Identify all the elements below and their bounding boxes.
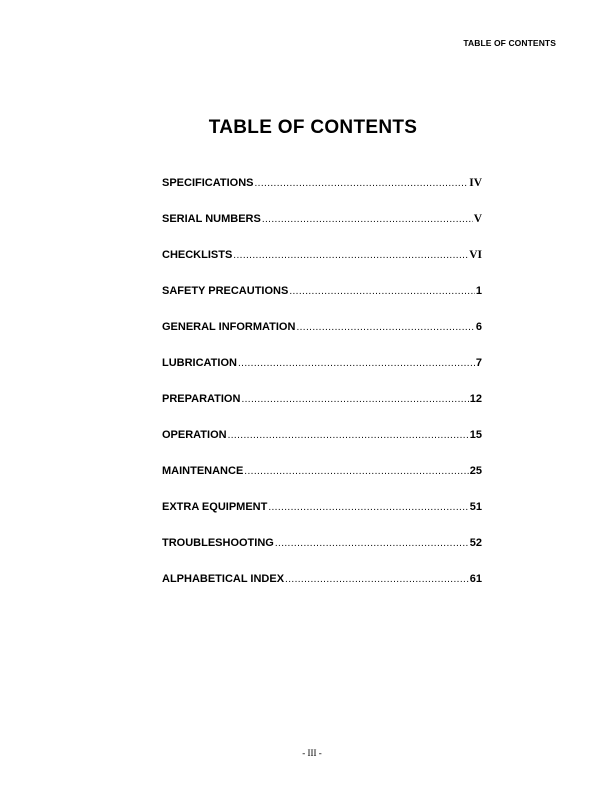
toc-entry-title: MAINTENANCE — [162, 465, 244, 477]
toc-entry-page: 61 — [469, 573, 482, 585]
toc-entry-title: CHECKLISTS — [162, 249, 233, 261]
toc-entry-page: V — [473, 213, 482, 225]
toc-dot-leader — [254, 178, 468, 189]
toc-entry-page: 25 — [469, 465, 482, 477]
toc-entry-preparation[interactable] — [162, 393, 482, 429]
toc-entry-title: SPECIFICATIONS — [162, 177, 254, 189]
toc-entry-page: 12 — [469, 393, 482, 405]
toc-entry-title: SERIAL NUMBERS — [162, 213, 261, 225]
toc-dot-leader — [289, 286, 475, 297]
toc-entry-title: SAFETY PRECAUTIONS — [162, 285, 289, 297]
table-of-contents — [162, 177, 482, 609]
page-title: TABLE OF CONTENTS — [208, 116, 418, 138]
toc-dot-leader — [244, 466, 468, 477]
toc-dot-leader — [241, 394, 468, 405]
toc-entry-title: GENERAL INFORMATION — [162, 321, 296, 333]
toc-entry-extra-equipment[interactable] — [162, 501, 482, 537]
toc-dot-leader — [228, 430, 469, 441]
toc-entry-page: IV — [469, 177, 482, 189]
toc-entry-page: 52 — [469, 537, 482, 549]
toc-entry-page: 6 — [475, 321, 482, 333]
toc-entry-page: 1 — [475, 285, 482, 297]
toc-entry-page: 51 — [469, 501, 482, 513]
toc-dot-leader — [262, 214, 473, 225]
running-header: TABLE OF CONTENTS — [463, 38, 556, 48]
toc-dot-leader — [238, 358, 475, 369]
toc-entry-title: PREPARATION — [162, 393, 241, 405]
toc-dot-leader — [275, 538, 469, 549]
toc-entry-title: OPERATION — [162, 429, 227, 441]
toc-dot-leader — [296, 322, 474, 333]
page-number: - III - — [302, 748, 322, 758]
toc-entry-serial-numbers[interactable] — [162, 213, 482, 249]
toc-entry-maintenance[interactable] — [162, 465, 482, 501]
toc-entry-specifications[interactable] — [162, 177, 482, 213]
toc-entry-page: 15 — [469, 429, 482, 441]
toc-entry-title: EXTRA EQUIPMENT — [162, 501, 268, 513]
toc-entry-page: 7 — [475, 357, 482, 369]
toc-entry-general-information[interactable] — [162, 321, 482, 357]
toc-entry-troubleshooting[interactable] — [162, 537, 482, 573]
toc-entry-operation[interactable] — [162, 429, 482, 465]
toc-dot-leader — [233, 250, 468, 261]
toc-entry-lubrication[interactable] — [162, 357, 482, 393]
toc-dot-leader — [268, 502, 468, 513]
toc-dot-leader — [285, 574, 469, 585]
toc-entry-title: ALPHABETICAL INDEX — [162, 573, 285, 585]
toc-entry-title: LUBRICATION — [162, 357, 237, 369]
toc-entry-alphabetical-index[interactable] — [162, 573, 482, 609]
toc-entry-checklists[interactable] — [162, 249, 482, 285]
toc-entry-safety-precautions[interactable] — [162, 285, 482, 321]
toc-entry-page: VI — [469, 249, 482, 261]
toc-entry-title: TROUBLESHOOTING — [162, 537, 274, 549]
